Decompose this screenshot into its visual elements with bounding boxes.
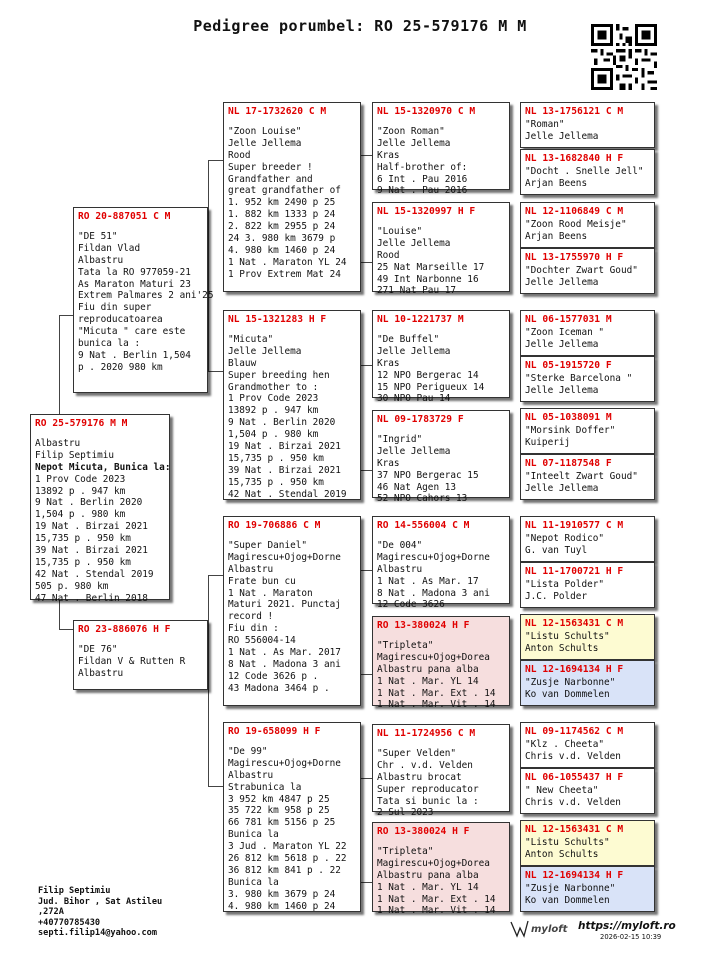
great-grandparent-line: "Zoon Roman" xyxy=(377,125,445,137)
grandparent-line: 42 Nat . Stendal 2019 xyxy=(228,488,347,500)
grandparent-line: 8 Nat . Madona 3 ani xyxy=(228,658,341,670)
grandparent-line: 24 3. 980 km 3679 p xyxy=(228,233,336,245)
grandparent-line: Super breeder ! xyxy=(228,161,313,173)
grandparent-line: Blauw xyxy=(228,357,257,369)
great-grandparent-ring: NL 11-1724956 C M xyxy=(377,728,476,739)
grandparent-line: record ! xyxy=(228,611,274,623)
ancestor-line: "Nepot Rodico" xyxy=(525,532,605,544)
ancestor-card xyxy=(520,562,655,608)
ancestor-ring: NL 06-1577031 M xyxy=(525,314,612,325)
great-grandparent-line: 12 NPO Bergerac 14 xyxy=(377,369,479,381)
subject-note: 13892 p . 947 km xyxy=(35,485,126,497)
great-grandparent-line: Super reproducator xyxy=(377,783,479,795)
grandparent-line: 3 952 km 4847 p 25 xyxy=(228,793,330,805)
ancestor-card xyxy=(520,149,655,195)
great-grandparent-ring: RO 14-556004 C M xyxy=(377,520,470,531)
owner-email: septi.filip14@yahoo.com xyxy=(38,928,157,939)
great-grandparent-line: Magirescu+Ojog+Dorne xyxy=(377,551,490,563)
great-grandparent-ring: RO 13-380024 H F xyxy=(377,620,470,631)
grandparent-line: Albastru xyxy=(228,769,274,781)
grandparent-line: Fiu din : xyxy=(228,623,279,635)
ancestor-line: Chris v.d. Velden xyxy=(525,796,621,808)
grandparent-line: 4. 980 km 1460 p 24 xyxy=(228,900,336,912)
grandparent-line: 15,735 p . 950 km xyxy=(228,476,324,488)
ancestor-ring: NL 07-1187548 F xyxy=(525,458,612,469)
ancestor-ring: NL 12-1694134 H F xyxy=(525,870,624,881)
pigeon-icon xyxy=(511,921,528,936)
father-line: reproducatoarea xyxy=(78,314,163,326)
great-grandparent-line: 1 Nat . Mar. YL 14 xyxy=(377,881,479,893)
grandparent-line: 1,504 p . 980 km xyxy=(228,429,319,441)
great-grandparent-line: 15 NPO Perigueux 14 xyxy=(377,381,485,393)
grandparent-line: 26 812 km 5618 p . 22 xyxy=(228,853,347,865)
grandparent-line: Rood xyxy=(228,149,251,161)
great-grandparent-line: 1 Nat . Mar. YL 14 xyxy=(377,675,479,687)
ancestor-line: "Zoon Iceman " xyxy=(525,326,605,338)
father-line: 9 Nat . Berlin 1,504 xyxy=(78,349,191,361)
owner-address: Jud. Bihor , Sat Astileu xyxy=(38,896,163,907)
great-grandparent-card xyxy=(372,202,510,297)
mother-ring: RO 23-886076 H F xyxy=(78,624,171,635)
father-line: "DE 51" xyxy=(78,230,118,242)
subject-note: 42 Nat . Stendal 2019 xyxy=(35,568,154,580)
grandparent-line: Grandmother to : xyxy=(228,381,319,393)
ancestor-line: Ko van Dommelen xyxy=(525,688,610,700)
great-grandparent-line: "De 004" xyxy=(377,539,423,551)
ancestor-line: "Inteelt Zwart Goud" xyxy=(525,470,638,482)
ancestor-card xyxy=(520,102,655,148)
father-ring: RO 20-887051 C M xyxy=(78,211,171,222)
ancestor-line: Kuiperij xyxy=(525,436,571,448)
great-grandparent-line: "Louise" xyxy=(377,225,423,237)
grandparent-line: 1 Prov Code 2023 xyxy=(228,393,319,405)
grandparent-line: Grandfather and xyxy=(228,173,313,185)
ancestor-line: "Dochter Zwart Goud" xyxy=(525,264,638,276)
great-grandparent-line: 2 Sul 2023 xyxy=(377,807,434,819)
great-grandparent-line: Half-brother of: xyxy=(377,161,468,173)
great-grandparent-ring: NL 10-1221737 M xyxy=(377,314,464,325)
subject-note: 15,735 p . 950 km xyxy=(35,533,131,545)
grandparent-line: Magirescu+Ojog+Dorne xyxy=(228,757,341,769)
great-grandparent-line: Magirescu+Ojog+Dorea xyxy=(377,857,490,869)
grandparent-line: 3 Jud . Maraton YL 22 xyxy=(228,841,347,853)
ancestor-ring: NL 12-1694134 H F xyxy=(525,664,624,675)
ancestor-line: "Zusje Narbonne" xyxy=(525,676,616,688)
father-line: "Micuta " care este xyxy=(78,326,186,338)
ancestor-line: Chris v.d. Velden xyxy=(525,750,621,762)
mother-line: "DE 76" xyxy=(78,643,118,655)
grandparent-line: Maturi 2021. Punctaj xyxy=(228,599,341,611)
ancestor-ring: NL 09-1174562 C M xyxy=(525,726,624,737)
ancestor-line: "Lista Polder" xyxy=(525,578,605,590)
great-grandparent-line: 1 Nat . Mar. Ext . 14 xyxy=(377,893,496,905)
mother-line: Fildan V & Rutten R xyxy=(78,655,186,667)
grandparent-line: 15,735 p . 950 km xyxy=(228,452,324,464)
great-grandparent-line: 1 Nat . Mar. Ext . 14 xyxy=(377,687,496,699)
subject-highlight: Nepot Micuta, Bunica la: xyxy=(35,461,171,473)
subject-note: 1 Prov Code 2023 xyxy=(35,473,126,485)
grandparent-line: 1 Nat . Maraton YL 24 xyxy=(228,256,347,268)
great-grandparent-line: 25 Nat Marseille 17 xyxy=(377,261,485,273)
owner-address: ,272A xyxy=(38,907,64,918)
grandparent-line: Jelle Jellema xyxy=(228,345,302,357)
owner-name: Filip Septimiu xyxy=(38,886,111,896)
ancestor-card xyxy=(520,722,655,768)
grandparent-line: "Super Daniel" xyxy=(228,539,308,551)
ancestor-line: Jelle Jellema xyxy=(525,482,599,494)
grandparent-line: 36 812 km 841 p . 22 xyxy=(228,864,341,876)
grandparent-card xyxy=(223,722,361,912)
ancestor-line: G. van Tuyl xyxy=(525,544,588,556)
ancestor-line: "Listu Schults" xyxy=(525,836,610,848)
ancestor-ring: NL 05-1915720 F xyxy=(525,360,612,371)
ancestor-line: Anton Schults xyxy=(525,848,599,860)
ancestor-ring: NL 13-1755970 H F xyxy=(525,252,624,263)
subject-note: 1,504 p . 980 km xyxy=(35,509,126,521)
great-grandparent-card xyxy=(372,616,510,711)
ancestor-line: Arjan Beens xyxy=(525,230,588,242)
grandparent-line: "Micuta" xyxy=(228,333,274,345)
ancestor-ring: NL 12-1563431 C M xyxy=(525,824,624,835)
mother-line: Albastru xyxy=(78,667,124,679)
great-grandparent-line: 46 Nat Agen 13 xyxy=(377,481,457,493)
print-date: 2026-02-15 10:39 xyxy=(600,933,662,941)
grandparent-line: 66 781 km 5156 p 25 xyxy=(228,817,336,829)
ancestor-card xyxy=(520,866,655,912)
ancestor-card xyxy=(520,614,655,660)
great-grandparent-ring: NL 09-1783729 F xyxy=(377,414,464,425)
owner-contact xyxy=(38,886,162,939)
grandparent-line: 2. 822 km 2955 p 24 xyxy=(228,221,336,233)
grandparent-line: 1 Nat . As Mar. 2017 xyxy=(228,647,341,659)
ancestor-card xyxy=(520,356,655,402)
subject-note: 505 p. 980 km xyxy=(35,580,109,592)
great-grandparent-line: Rood xyxy=(377,249,400,261)
grandparent-line: 9 Nat . Berlin 2020 xyxy=(228,417,336,429)
grandparent-line: RO 556004-14 xyxy=(228,635,296,647)
ancestor-ring: NL 12-1106849 C M xyxy=(525,206,624,217)
subject-line: Albastru xyxy=(35,437,81,449)
father-line: Extrem Palmares 2 ani'25 xyxy=(78,290,214,302)
grandparent-line: Frate bun cu xyxy=(228,575,296,587)
father-line: Fiu din super xyxy=(78,302,152,314)
great-grandparent-line: 49 Int Narbonne 16 xyxy=(377,273,479,285)
father-line: p . 2020 980 km xyxy=(78,361,163,373)
ancestor-line: "Morsink Doffer" xyxy=(525,424,616,436)
great-grandparent-line: "Tripleta" xyxy=(377,845,434,857)
subject-note: 9 Nat . Berlin 2020 xyxy=(35,497,143,509)
subject-note: 39 Nat . Birzai 2021 xyxy=(35,545,148,557)
ancestor-line: "Zusje Narbonne" xyxy=(525,882,616,894)
great-grandparent-card xyxy=(372,822,510,917)
great-grandparent-line: "Super Velden" xyxy=(377,747,457,759)
mother-card xyxy=(73,620,208,690)
great-grandparent-card xyxy=(372,310,510,405)
great-grandparent-line: Albastru pana alba xyxy=(377,869,479,881)
great-grandparent-ring: RO 13-380024 H F xyxy=(377,826,470,837)
great-grandparent-ring: NL 15-1320970 C M xyxy=(377,106,476,117)
grandparent-line: Jelle Jellema xyxy=(228,137,302,149)
ancestor-card xyxy=(520,248,655,294)
great-grandparent-line: Kras xyxy=(377,357,400,369)
grandparent-line: 1 Nat . Maraton xyxy=(228,587,313,599)
great-grandparent-line: Jelle Jellema xyxy=(377,345,451,357)
great-grandparent-line: 1 Nat . Mar. Vit . 14 xyxy=(377,905,496,917)
subject-note: 15,735 p . 950 km xyxy=(35,556,131,568)
subject-ring: RO 25-579176 M M xyxy=(35,418,128,429)
grandparent-line: great grandfather of xyxy=(228,185,341,197)
great-grandparent-line: "Tripleta" xyxy=(377,639,434,651)
grandparent-card xyxy=(223,310,361,500)
great-grandparent-line: 1 Nat . As Mar. 17 xyxy=(377,575,479,587)
father-line: Albastru xyxy=(78,254,124,266)
father-card xyxy=(73,207,214,393)
grandparent-line: Magirescu+Ojog+Dorne xyxy=(228,551,341,563)
grandparent-ring: NL 17-1732620 C M xyxy=(228,106,327,117)
great-grandparent-card xyxy=(372,724,510,819)
great-grandparent-card xyxy=(372,516,510,611)
grandparent-line: Bunica la xyxy=(228,876,279,888)
qr-code xyxy=(591,24,657,90)
great-grandparent-card xyxy=(372,410,510,505)
father-line: As Maraton Maturi 23 xyxy=(78,278,191,290)
great-grandparent-line: 8 Nat . Madona 3 ani xyxy=(377,587,490,599)
great-grandparent-line: Albastru pana alba xyxy=(377,663,479,675)
ancestor-line: "Zoon Rood Meisje" xyxy=(525,218,627,230)
great-grandparent-line: 30 NPO Pau 14 xyxy=(377,393,451,405)
subject-line: Filip Septimiu xyxy=(35,449,115,461)
myloft-logo xyxy=(508,916,578,942)
ancestor-line: Arjan Beens xyxy=(525,177,588,189)
great-grandparent-line: "Ingrid" xyxy=(377,433,423,445)
great-grandparent-line: 52 NPO Cahors 13 xyxy=(377,493,468,505)
ancestor-card xyxy=(520,202,655,248)
ancestor-line: "Listu Schults" xyxy=(525,630,610,642)
ancestor-card xyxy=(520,454,655,500)
great-grandparent-line: Jelle Jellema xyxy=(377,445,451,457)
ancestor-ring: NL 11-1910577 C M xyxy=(525,520,624,531)
ancestor-line: Jelle Jellema xyxy=(525,130,599,142)
grandparent-line: 3. 980 km 3679 p 24 xyxy=(228,888,336,900)
great-grandparent-line: Jelle Jellema xyxy=(377,137,451,149)
father-line: Tata la RO 977059-21 xyxy=(78,266,191,278)
ancestor-line: J.C. Polder xyxy=(525,590,588,602)
great-grandparent-line: Kras xyxy=(377,457,400,469)
great-grandparent-line: Albastru xyxy=(377,563,423,575)
grandparent-line: 12 Code 3626 p . xyxy=(228,670,319,682)
grandparent-line: 1. 952 km 2490 p 25 xyxy=(228,197,336,209)
great-grandparent-line: 9 Nat . Pau 2016 xyxy=(377,185,468,197)
subject-note: 19 Nat . Birzai 2021 xyxy=(35,521,148,533)
grandparent-line: 39 Nat . Birzai 2021 xyxy=(228,464,341,476)
father-line: Fildan Vlad xyxy=(78,242,141,254)
ancestor-line: Jelle Jellema xyxy=(525,276,599,288)
grandparent-line: Albastru xyxy=(228,563,274,575)
grandparent-ring: RO 19-706886 C M xyxy=(228,520,321,531)
great-grandparent-line: 271 Nat Pau 17 xyxy=(377,285,457,297)
grandparent-ring: RO 19-658099 H F xyxy=(228,726,321,737)
ancestor-line: "Klz . Cheeta" xyxy=(525,738,605,750)
great-grandparent-line: Chr . v.d. Velden xyxy=(377,759,473,771)
ancestor-ring: NL 06-1055437 H F xyxy=(525,772,624,783)
great-grandparent-card xyxy=(372,102,510,197)
great-grandparent-line: Kras xyxy=(377,149,400,161)
grandparent-line: "De 99" xyxy=(228,745,268,757)
ancestor-card xyxy=(520,408,655,454)
page-title: Pedigree porumbel: RO 25-579176 M M xyxy=(193,17,527,35)
ancestor-line: Jelle Jellema xyxy=(525,338,599,350)
ancestor-line: "Roman" xyxy=(525,118,565,130)
grandparent-line: Super breeding hen xyxy=(228,369,330,381)
ancestor-line: Jelle Jellema xyxy=(525,384,599,396)
great-grandparent-line: 6 Int . Pau 2016 xyxy=(377,173,468,185)
great-grandparent-line: 1 Nat . Mar. Vit . 14 xyxy=(377,699,496,711)
ancestor-card xyxy=(520,516,655,562)
father-line: bunica la : xyxy=(78,338,141,350)
subject-note: 47 Nat . Berlin 2018 xyxy=(35,592,148,604)
ancestor-card xyxy=(520,660,655,706)
brand-logo-text: myloft xyxy=(531,924,568,935)
ancestor-card xyxy=(520,768,655,814)
grandparent-line: Strabunica la xyxy=(228,781,302,793)
grandparent-ring: NL 15-1321283 H F xyxy=(228,314,327,325)
great-grandparent-line: Albastru brocat xyxy=(377,771,462,783)
ancestor-card xyxy=(520,310,655,356)
grandparent-card xyxy=(223,516,361,706)
ancestor-card xyxy=(520,820,655,866)
ancestor-ring: NL 11-1700721 H F xyxy=(525,566,624,577)
ancestor-ring: NL 13-1756121 C M xyxy=(525,106,624,117)
grandparent-line: Bunica la xyxy=(228,829,279,841)
great-grandparent-line: "De Buffel" xyxy=(377,333,440,345)
grandparent-line: 1. 882 km 1333 p 24 xyxy=(228,209,336,221)
ancestor-line: "Sterke Barcelona " xyxy=(525,372,633,384)
great-grandparent-line: Jelle Jellema xyxy=(377,237,451,249)
grandparent-line: "Zoon Louise" xyxy=(228,125,302,137)
owner-phone: +40770785430 xyxy=(38,917,101,928)
great-grandparent-line: 37 NPO Bergerac 15 xyxy=(377,469,479,481)
ancestor-ring: NL 05-1038091 M xyxy=(525,412,612,423)
great-grandparent-line: Magirescu+Ojog+Dorea xyxy=(377,651,490,663)
great-grandparent-line: Tata si bunic la : xyxy=(377,795,479,807)
ancestor-line: Ko van Dommelen xyxy=(525,894,610,906)
grandparent-line: 35 722 km 958 p 25 xyxy=(228,805,330,817)
site-link[interactable]: https://myloft.ro xyxy=(578,920,676,932)
grandparent-line: 13892 p . 947 km xyxy=(228,405,319,417)
ancestor-ring: NL 12-1563431 C M xyxy=(525,618,624,629)
ancestor-line: "Docht . Snelle Jell" xyxy=(525,165,644,177)
ancestor-ring: NL 13-1682840 H F xyxy=(525,153,624,164)
subject-card xyxy=(30,414,171,604)
ancestor-line: Anton Schults xyxy=(525,642,599,654)
grandparent-line: 19 Nat . Birzai 2021 xyxy=(228,441,341,453)
great-grandparent-ring: NL 15-1320997 H F xyxy=(377,206,476,217)
grandparent-line: 1 Prov Extrem Mat 24 xyxy=(228,268,341,280)
grandparent-card xyxy=(223,102,361,292)
great-grandparent-line: 12 Code 3626 xyxy=(377,599,445,611)
grandparent-line: 4. 980 km 1460 p 24 xyxy=(228,244,336,256)
grandparent-line: 43 Madona 3464 p . xyxy=(228,682,330,694)
ancestor-line: " New Cheeta" xyxy=(525,784,599,796)
